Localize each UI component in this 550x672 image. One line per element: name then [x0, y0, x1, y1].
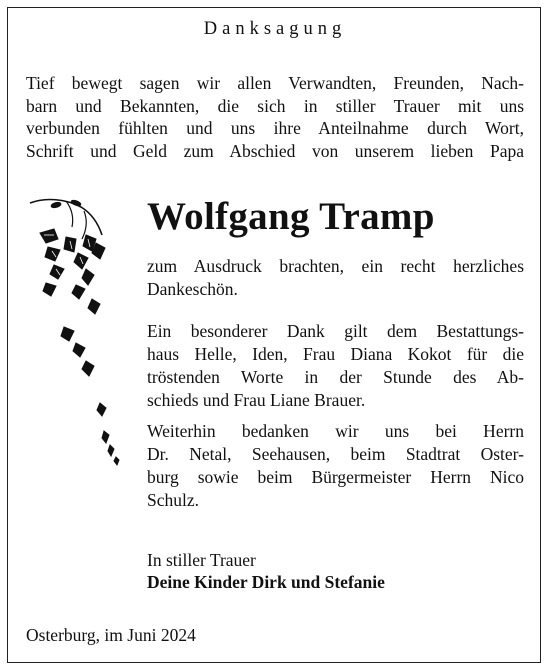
intro-line: verbunden fühlten und uns ihre Anteilnahme durch Wort, [26, 118, 524, 138]
paragraph-line: Dankeschön. [147, 279, 238, 299]
paragraph-line: Dr. Netal, Seehausen, beim Stadtrat Oster- [147, 444, 524, 464]
signature: Deine Kinder Dirk und Stefanie [147, 572, 385, 592]
intro-line: Schrift und Geld zum Abschied von unserem lieben Papa [26, 140, 524, 161]
place-date: Osterburg, im Juni 2024 [26, 625, 196, 645]
paragraph-line: Ein besonderer Dank gilt dem Bestattungs- [147, 321, 524, 341]
paragraph-line: haus Helle, Iden, Frau Diana Kokot für die [147, 344, 524, 364]
funeral-home-paragraph [147, 320, 524, 412]
thanks-paragraph [147, 255, 524, 301]
paragraph-line: tröstenden Worte in der Stunde des Ab- [147, 367, 524, 387]
paragraph-line: schieds und Frau Liane Brauer. [147, 390, 366, 410]
notice-title: Danksagung [203, 19, 347, 39]
intro-line: Tief bewegt sagen wir allen Verwandten, Freunden, Nach- [26, 73, 524, 93]
paragraph-line: zum Ausdruck brachten, ein recht herzliches [147, 256, 524, 276]
signature-intro: In stiller Trauer [147, 550, 256, 570]
falling-leaves-branch-icon [26, 195, 136, 475]
intro-text [26, 72, 524, 162]
further-thanks-paragraph [147, 420, 524, 512]
paragraph-line: Weiterhin bedanken wir uns bei Herrn [147, 421, 524, 441]
deceased-name: Wolfgang Tramp [147, 195, 435, 238]
paragraph-line: Schulz. [147, 490, 200, 510]
paragraph-line: burg sowie beim Bürgermeister Herrn Nico [147, 467, 524, 487]
intro-line: barn und Bekannten, die sich in stiller Trauer mit uns [26, 95, 524, 116]
